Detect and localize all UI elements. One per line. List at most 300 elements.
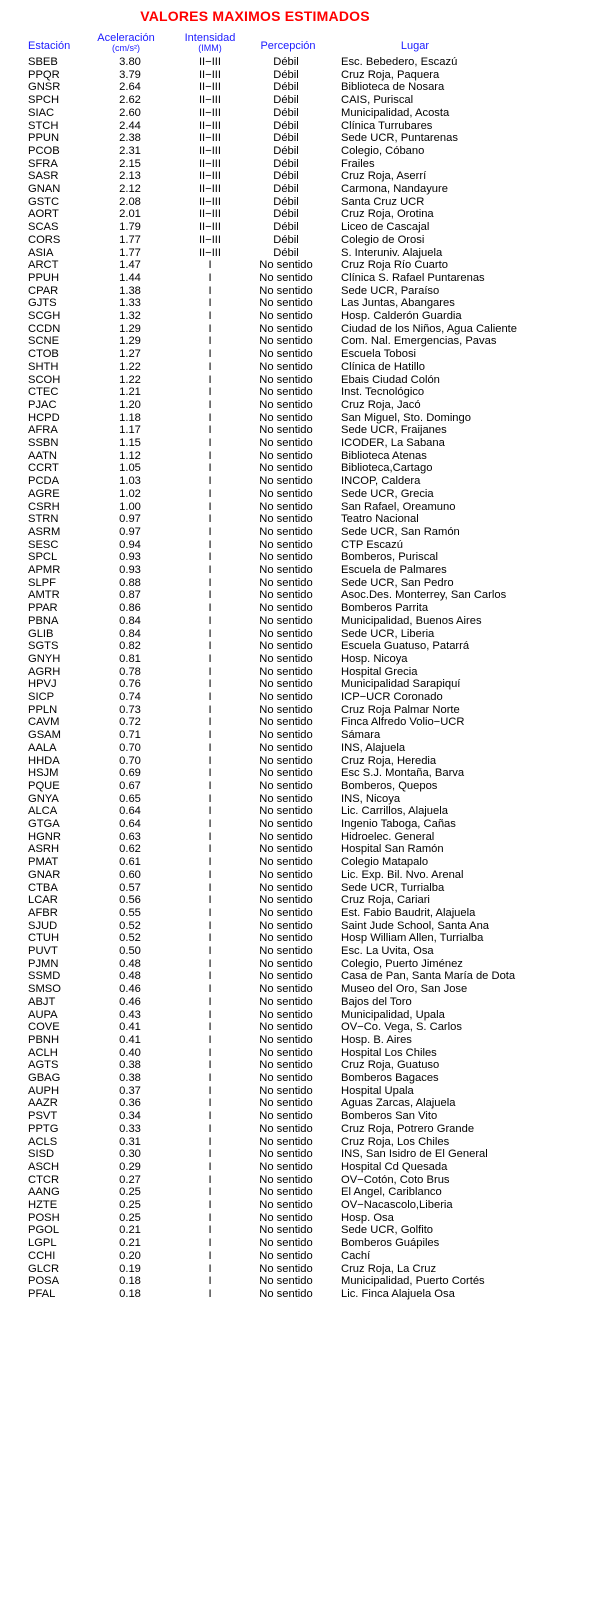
table-row	[0, 386, 590, 399]
perception-value: No sentido	[259, 538, 313, 551]
intensity-value: I	[208, 322, 212, 335]
table-row	[0, 183, 590, 196]
table-row	[0, 945, 590, 958]
perception-value: Débil	[273, 94, 299, 107]
table-row	[0, 424, 590, 437]
acceleration-value: 0.97	[119, 513, 141, 526]
intensity-value: I	[208, 1237, 212, 1250]
perception-value: No sentido	[259, 1059, 313, 1072]
perception-value: No sentido	[259, 386, 313, 399]
intensity-value: I	[208, 614, 212, 627]
perception-value: Débil	[273, 157, 299, 170]
acceleration-value: 0.25	[119, 1211, 141, 1224]
acceleration-value: 1.44	[119, 271, 141, 284]
intensity-value: I	[208, 1059, 212, 1072]
intensity-value: I	[208, 691, 212, 703]
location-name: Hidroelec. General	[341, 830, 435, 843]
perception-value: Débil	[273, 81, 299, 94]
table-row	[0, 335, 590, 348]
intensity-value: I	[208, 1135, 212, 1148]
acceleration-value: 0.93	[119, 564, 141, 576]
perception-value: No sentido	[259, 551, 313, 564]
station-code: AGRH	[28, 665, 61, 678]
table-row	[0, 1237, 590, 1250]
perception-value: No sentido	[259, 500, 313, 513]
table-row	[0, 526, 590, 539]
perception-value: No sentido	[259, 1275, 313, 1288]
acceleration-value: 2.13	[119, 170, 141, 183]
acceleration-value: 0.25	[119, 1186, 141, 1199]
location-name: Saint Jude School, Santa Ana	[341, 919, 490, 932]
perception-value: No sentido	[259, 513, 313, 526]
intensity-value: I	[208, 411, 212, 424]
acceleration-value: 0.60	[119, 868, 141, 881]
location-name: Cachí	[341, 1249, 371, 1262]
acceleration-value: 0.71	[119, 729, 141, 742]
table-row	[0, 793, 590, 806]
station-code: PFAL	[28, 1287, 56, 1300]
table-row	[0, 348, 590, 361]
station-code: SPCH	[28, 94, 60, 107]
table-row	[0, 882, 590, 895]
station-code: HCPD	[28, 411, 60, 424]
intensity-value: I	[208, 1186, 212, 1199]
acceleration-value: 0.33	[119, 1122, 141, 1135]
table-row	[0, 259, 590, 272]
intensity-value: I	[208, 449, 212, 462]
perception-value: No sentido	[259, 589, 313, 602]
station-code: ABJT	[28, 995, 56, 1008]
location-name: Municipalidad Sarapiquí	[341, 678, 461, 691]
table-row	[0, 1123, 590, 1136]
perception-value: No sentido	[259, 424, 313, 437]
intensity-value: I	[208, 652, 212, 665]
location-name: Sede UCR, Turrialba	[341, 881, 445, 894]
table-row	[0, 1085, 590, 1098]
header-aceleracion-label: Aceleración	[97, 32, 155, 44]
station-code: SBEB	[28, 56, 58, 68]
acceleration-value: 1.15	[119, 437, 141, 449]
station-code: ACLH	[28, 1046, 58, 1059]
station-code: AANG	[28, 1186, 60, 1199]
station-code: SSBN	[28, 437, 59, 449]
intensity-value: I	[208, 868, 212, 881]
acceleration-value: 0.52	[119, 932, 141, 945]
perception-value: No sentido	[259, 1173, 313, 1186]
location-name: Carmona, Nandayure	[341, 183, 448, 195]
location-name: CTP Escazú	[341, 538, 403, 551]
perception-value: No sentido	[259, 1008, 313, 1021]
perception-value: Débil	[273, 183, 299, 195]
location-name: ICP−UCR Coronado	[341, 691, 443, 703]
perception-value: No sentido	[259, 449, 313, 462]
location-name: Escuela de Palmares	[341, 564, 447, 576]
perception-value: No sentido	[259, 1262, 313, 1275]
table-row	[0, 780, 590, 793]
intensity-value: I	[208, 818, 212, 830]
location-name: Bomberos, Puriscal	[341, 551, 438, 564]
intensity-value: I	[208, 805, 212, 818]
intensity-value: I	[208, 1072, 212, 1084]
perception-value: No sentido	[259, 932, 313, 945]
intensity-value: II−III	[198, 56, 222, 68]
acceleration-value: 1.29	[119, 322, 141, 335]
table-row	[0, 1097, 590, 1110]
perception-value: No sentido	[259, 1199, 313, 1211]
acceleration-value: 0.86	[119, 602, 141, 615]
location-name: INS, San Isidro de El General	[341, 1148, 488, 1161]
perception-value: No sentido	[259, 703, 313, 716]
station-code: SICP	[28, 691, 55, 703]
station-code: CCRT	[28, 462, 59, 475]
intensity-value: I	[208, 640, 212, 653]
location-name: Clínica Turrubares	[341, 119, 433, 132]
perception-value: Débil	[273, 208, 299, 221]
acceleration-value: 1.77	[119, 246, 141, 259]
location-name: Esc S.J. Montaña, Barva	[341, 767, 465, 780]
station-code: PPUN	[28, 132, 60, 145]
intensity-value: I	[208, 1249, 212, 1262]
intensity-value: I	[208, 1148, 212, 1161]
table-row	[0, 1224, 590, 1237]
perception-value: No sentido	[259, 919, 313, 932]
intensity-value: I	[208, 1160, 212, 1173]
perception-value: No sentido	[259, 1186, 313, 1199]
table-row	[0, 1275, 590, 1288]
intensity-value: I	[208, 703, 212, 716]
intensity-value: I	[208, 1173, 212, 1186]
station-code: SFRA	[28, 157, 58, 170]
intensity-value: II−III	[198, 170, 222, 183]
location-name: Teatro Nacional	[341, 513, 419, 526]
station-code: SLPF	[28, 576, 56, 589]
station-code: AORT	[28, 208, 59, 221]
location-name: Municipalidad, Upala	[341, 1008, 445, 1021]
acceleration-value: 0.64	[119, 818, 141, 830]
acceleration-value: 0.63	[119, 830, 141, 843]
location-name: El Angel, Cariblanco	[341, 1186, 442, 1199]
acceleration-value: 1.38	[119, 284, 141, 297]
perception-value: No sentido	[259, 1033, 313, 1046]
station-code: GNYA	[28, 792, 59, 805]
station-code: HHDA	[28, 754, 60, 767]
acceleration-value: 0.67	[119, 779, 141, 792]
intensity-value: I	[208, 513, 212, 526]
station-code: GSAM	[28, 729, 61, 742]
location-name: Ebais Ciudad Colón	[341, 373, 440, 386]
table-row	[0, 1059, 590, 1072]
perception-value: No sentido	[259, 1097, 313, 1110]
intensity-value: I	[208, 386, 212, 399]
intensity-value: I	[208, 462, 212, 475]
location-name: Sede UCR, San Pedro	[341, 576, 454, 589]
location-name: Cruz Roja, La Cruz	[341, 1262, 437, 1275]
station-code: PBNH	[28, 1033, 60, 1046]
acceleration-value: 0.56	[119, 894, 141, 907]
station-code: PPUH	[28, 271, 60, 284]
perception-value: No sentido	[259, 779, 313, 792]
intensity-value: I	[208, 1033, 212, 1046]
table-row	[0, 818, 590, 831]
perception-value: No sentido	[259, 640, 313, 653]
intensity-value: I	[208, 919, 212, 932]
header-intensidad	[170, 33, 250, 53]
table-row	[0, 564, 590, 577]
perception-value: No sentido	[259, 729, 313, 742]
perception-value: No sentido	[259, 437, 313, 449]
intensity-value: I	[208, 310, 212, 322]
station-code: AUPA	[28, 1008, 58, 1021]
table-row	[0, 234, 590, 247]
station-code: PPQR	[28, 68, 60, 81]
perception-value: No sentido	[259, 1122, 313, 1135]
station-code: HPVJ	[28, 678, 57, 691]
intensity-value: I	[208, 538, 212, 551]
intensity-value: I	[208, 1262, 212, 1275]
intensity-value: I	[208, 754, 212, 767]
acceleration-value: 0.50	[119, 945, 141, 957]
intensity-value: I	[208, 995, 212, 1008]
intensity-value: I	[208, 1122, 212, 1135]
table-row	[0, 831, 590, 844]
intensity-value: II−III	[198, 157, 222, 170]
perception-value: No sentido	[259, 1148, 313, 1161]
station-code: HGNR	[28, 830, 61, 843]
intensity-value: I	[208, 830, 212, 843]
table-row	[0, 94, 590, 107]
station-code: POSH	[28, 1211, 60, 1224]
intensity-value: I	[208, 551, 212, 564]
location-name: Sede UCR, Puntarenas	[341, 132, 458, 145]
location-name: Lic. Carrillos, Alajuela	[341, 805, 448, 818]
acceleration-value: 0.30	[119, 1148, 141, 1161]
intensity-value: I	[208, 576, 212, 589]
perception-value: No sentido	[259, 398, 313, 411]
location-name: INCOP, Caldera	[341, 475, 421, 488]
station-code: SMSO	[28, 983, 61, 996]
table-row	[0, 932, 590, 945]
acceleration-value: 1.22	[119, 373, 141, 386]
station-code: APMR	[28, 564, 61, 576]
intensity-value: II−III	[198, 233, 222, 246]
perception-value: No sentido	[259, 691, 313, 703]
perception-value: No sentido	[259, 983, 313, 996]
perception-value: No sentido	[259, 602, 313, 615]
intensity-value: I	[208, 970, 212, 983]
header-percepcion: Percepción	[260, 40, 316, 52]
station-code: AFRA	[28, 424, 58, 437]
acceleration-value: 0.64	[119, 805, 141, 818]
acceleration-value: 0.93	[119, 551, 141, 564]
acceleration-value: 2.64	[119, 81, 141, 94]
table-row	[0, 907, 590, 920]
location-name: Santa Cruz UCR	[341, 195, 425, 208]
perception-value: No sentido	[259, 335, 313, 348]
station-code: PJAC	[28, 398, 57, 411]
perception-value: No sentido	[259, 995, 313, 1008]
perception-value: Débil	[273, 246, 299, 259]
acceleration-value: 0.57	[119, 881, 141, 894]
intensity-value: I	[208, 856, 212, 869]
location-name: Sede UCR, Liberia	[341, 627, 435, 640]
acceleration-value: 0.82	[119, 640, 141, 653]
acceleration-value: 2.62	[119, 94, 141, 107]
perception-value: No sentido	[259, 881, 313, 894]
acceleration-value: 0.29	[119, 1160, 141, 1173]
acceleration-value: 1.22	[119, 360, 141, 373]
station-code: SISD	[28, 1148, 55, 1161]
perception-value: No sentido	[259, 843, 313, 856]
station-code: CTEC	[28, 386, 59, 399]
acceleration-value: 0.21	[119, 1237, 141, 1250]
acceleration-value: 0.65	[119, 792, 141, 805]
location-name: Cruz Roja, Los Chiles	[341, 1135, 450, 1148]
intensity-value: I	[208, 945, 212, 957]
acceleration-value: 0.18	[119, 1275, 141, 1288]
acceleration-value: 1.02	[119, 487, 141, 500]
station-code: CCHI	[28, 1249, 56, 1262]
table-row	[0, 1034, 590, 1047]
acceleration-value: 3.79	[119, 68, 141, 81]
table-row	[0, 1009, 590, 1022]
intensity-value: II−III	[198, 246, 222, 259]
header-aceleracion-unit: (cm/s²)	[112, 43, 140, 53]
station-code: AATN	[28, 449, 58, 462]
table-row	[0, 653, 590, 666]
station-code: PBNA	[28, 614, 59, 627]
table-row	[0, 1174, 590, 1187]
location-name: Finca Alfredo Volio−UCR	[341, 716, 465, 729]
acceleration-value: 0.48	[119, 970, 141, 983]
location-name: Municipalidad, Buenos Aires	[341, 614, 482, 627]
acceleration-value: 2.15	[119, 157, 141, 170]
location-name: Municipalidad, Puerto Cortés	[341, 1275, 485, 1288]
table-row	[0, 704, 590, 717]
acceleration-value: 0.69	[119, 767, 141, 780]
intensity-value: I	[208, 398, 212, 411]
station-code: GLCR	[28, 1262, 60, 1275]
location-name: Hosp. Nicoya	[341, 652, 408, 665]
perception-value: No sentido	[259, 322, 313, 335]
perception-value: Débil	[273, 106, 299, 119]
location-name: CAIS, Puriscal	[341, 94, 414, 107]
location-name: Hospital Cd Quesada	[341, 1160, 448, 1173]
acceleration-value: 0.38	[119, 1072, 141, 1084]
table-row	[0, 1212, 590, 1225]
intensity-value: I	[208, 1110, 212, 1123]
station-code: LCAR	[28, 894, 58, 907]
intensity-value: I	[208, 348, 212, 361]
perception-value: No sentido	[259, 525, 313, 538]
perception-value: No sentido	[259, 945, 313, 957]
location-name: Colegio de Orosi	[341, 233, 425, 246]
location-name: Municipalidad, Acosta	[341, 106, 450, 119]
perception-value: No sentido	[259, 754, 313, 767]
station-code: GNYH	[28, 652, 61, 665]
intensity-value: I	[208, 716, 212, 729]
acceleration-value: 0.37	[119, 1084, 141, 1097]
table-row	[0, 120, 590, 133]
perception-value: No sentido	[259, 1084, 313, 1097]
station-code: PQUE	[28, 779, 60, 792]
location-name: Lic. Exp. Bil. Nvo. Arenal	[341, 868, 464, 881]
table-row	[0, 69, 590, 82]
intensity-value: II−III	[198, 106, 222, 119]
perception-value: No sentido	[259, 1287, 313, 1300]
location-name: Esc. La Uvita, Osa	[341, 945, 434, 957]
location-name: Com. Nal. Emergencias, Pavas	[341, 335, 497, 348]
location-name: OV−Co. Vega, S. Carlos	[341, 1021, 462, 1034]
location-name: Sede UCR, San Ramón	[341, 525, 460, 538]
perception-value: Débil	[273, 119, 299, 132]
table-row	[0, 488, 590, 501]
station-code: PPAR	[28, 602, 58, 615]
acceleration-value: 2.08	[119, 195, 141, 208]
acceleration-value: 2.44	[119, 119, 141, 132]
station-code: CORS	[28, 233, 61, 246]
station-code: CPAR	[28, 284, 59, 297]
station-code: PCOB	[28, 144, 60, 157]
acceleration-value: 0.18	[119, 1287, 141, 1300]
table-row	[0, 615, 590, 628]
table-row	[0, 628, 590, 641]
location-name: INS, Alajuela	[341, 741, 406, 754]
station-code: AMTR	[28, 589, 60, 602]
perception-value: No sentido	[259, 373, 313, 386]
table-row	[0, 158, 590, 171]
table-row	[0, 996, 590, 1009]
location-name: Cruz Roja, Cariari	[341, 894, 430, 907]
table-row	[0, 310, 590, 323]
acceleration-value: 0.20	[119, 1249, 141, 1262]
perception-value: No sentido	[259, 894, 313, 907]
table-row	[0, 1161, 590, 1174]
location-name: ICODER, La Sabana	[341, 437, 445, 449]
intensity-value: I	[208, 894, 212, 907]
location-name: Bajos del Toro	[341, 995, 412, 1008]
intensity-value: I	[208, 881, 212, 894]
station-code: CTOB	[28, 348, 59, 361]
acceleration-value: 0.36	[119, 1097, 141, 1110]
location-name: Hospital San Ramón	[341, 843, 444, 856]
intensity-value: I	[208, 602, 212, 615]
intensity-value: II−III	[198, 132, 222, 145]
table-row	[0, 221, 590, 234]
location-name: Biblioteca de Nosara	[341, 81, 445, 94]
table-row	[0, 272, 590, 285]
acceleration-value: 1.17	[119, 424, 141, 437]
table-row	[0, 412, 590, 425]
perception-value: No sentido	[259, 741, 313, 754]
intensity-value: I	[208, 424, 212, 437]
perception-value: No sentido	[259, 1211, 313, 1224]
acceleration-value: 1.18	[119, 411, 141, 424]
location-name: Cruz Roja, Paquera	[341, 68, 440, 81]
intensity-value: I	[208, 983, 212, 996]
table-row	[0, 767, 590, 780]
location-name: Esc. Bebedero, Escazú	[341, 56, 458, 68]
table-row	[0, 208, 590, 221]
intensity-value: I	[208, 1084, 212, 1097]
location-name: INS, Nicoya	[341, 792, 401, 805]
perception-value: No sentido	[259, 1110, 313, 1123]
acceleration-value: 1.47	[119, 259, 141, 272]
intensity-value: I	[208, 932, 212, 945]
intensity-value: I	[208, 259, 212, 272]
location-name: Hosp. B. Aires	[341, 1033, 412, 1046]
acceleration-value: 0.88	[119, 576, 141, 589]
table-row	[0, 691, 590, 704]
